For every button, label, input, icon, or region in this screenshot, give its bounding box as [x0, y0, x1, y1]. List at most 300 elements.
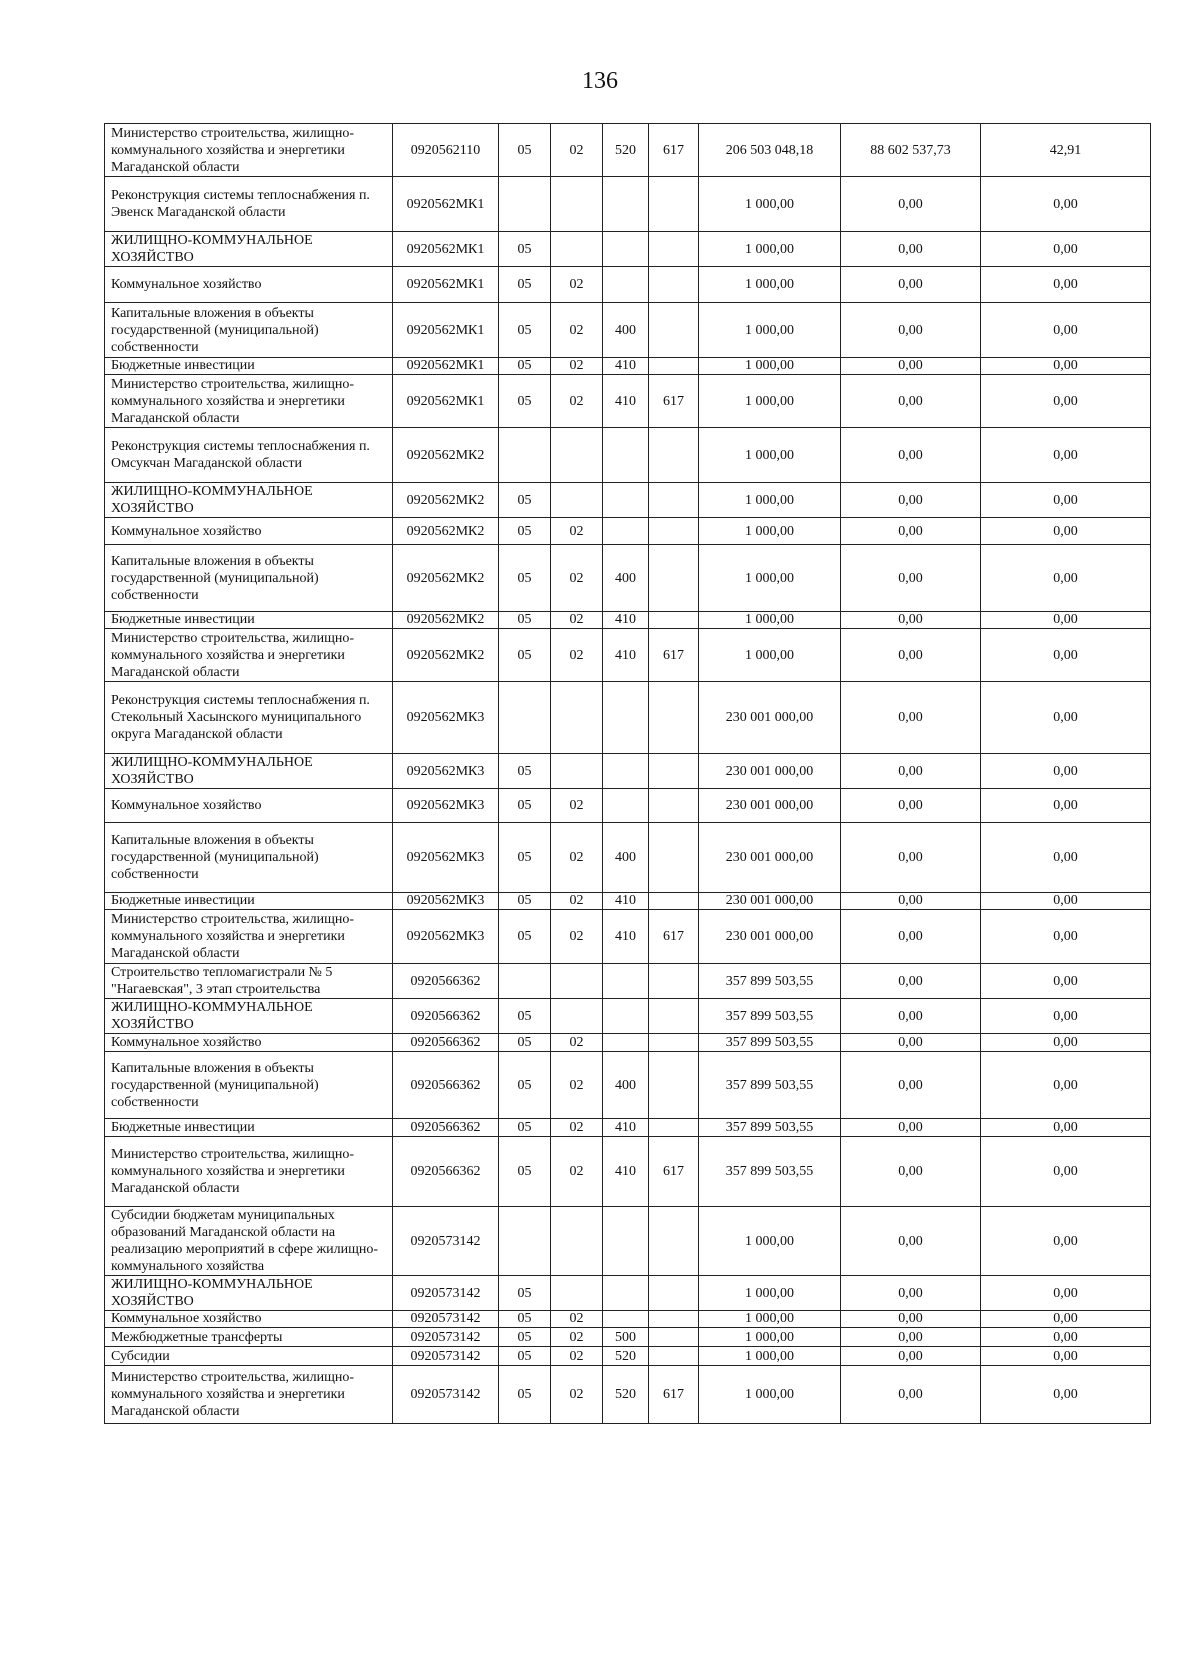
cell-subsection: 02	[551, 124, 603, 177]
table-row	[105, 789, 1151, 823]
cell-subsection: 02	[551, 823, 603, 893]
cell-approved-amount: 1 000,00	[699, 612, 841, 629]
cell-name: Министерство строительства, жилищно-коммунального хозяйства и энергетики Магаданской области	[105, 375, 393, 428]
cell-target-article: 0920573142	[393, 1366, 499, 1424]
cell-execution-percent: 0,00	[981, 232, 1151, 267]
cell-subsection: 02	[551, 358, 603, 375]
cell-administrator	[649, 177, 699, 232]
cell-administrator	[649, 682, 699, 754]
cell-section: 05	[499, 1119, 551, 1137]
cell-target-article: 0920562МК2	[393, 483, 499, 518]
page-number: 136	[582, 68, 618, 94]
cell-approved-amount: 1 000,00	[699, 1207, 841, 1276]
cell-executed-amount: 0,00	[841, 518, 981, 545]
table-row	[105, 629, 1151, 682]
cell-target-article: 0920562МК3	[393, 893, 499, 910]
cell-approved-amount: 230 001 000,00	[699, 682, 841, 754]
cell-subsection: 02	[551, 1366, 603, 1424]
cell-name: Министерство строительства, жилищно-коммунального хозяйства и энергетики Магаданской области	[105, 1366, 393, 1424]
cell-name: Капитальные вложения в объекты государственной (муниципальной) собственности	[105, 303, 393, 358]
cell-administrator: 617	[649, 124, 699, 177]
cell-subsection: 02	[551, 545, 603, 612]
cell-expense-type: 410	[603, 1119, 649, 1137]
cell-subsection: 02	[551, 1034, 603, 1052]
cell-expense-type: 410	[603, 1137, 649, 1207]
cell-administrator	[649, 518, 699, 545]
cell-administrator: 617	[649, 375, 699, 428]
cell-target-article: 0920573142	[393, 1311, 499, 1328]
cell-execution-percent: 0,00	[981, 177, 1151, 232]
cell-execution-percent: 0,00	[981, 1366, 1151, 1424]
cell-execution-percent: 0,00	[981, 303, 1151, 358]
cell-approved-amount: 1 000,00	[699, 483, 841, 518]
cell-execution-percent: 0,00	[981, 629, 1151, 682]
cell-expense-type: 410	[603, 893, 649, 910]
cell-approved-amount: 357 899 503,55	[699, 1137, 841, 1207]
cell-name: Коммунальное хозяйство	[105, 789, 393, 823]
cell-name: Бюджетные инвестиции	[105, 612, 393, 629]
cell-executed-amount: 0,00	[841, 1137, 981, 1207]
cell-target-article: 0920566362	[393, 1119, 499, 1137]
cell-expense-type: 410	[603, 612, 649, 629]
cell-execution-percent: 0,00	[981, 375, 1151, 428]
table-row	[105, 754, 1151, 789]
cell-administrator	[649, 1034, 699, 1052]
cell-execution-percent: 0,00	[981, 1347, 1151, 1366]
cell-approved-amount: 1 000,00	[699, 375, 841, 428]
cell-expense-type	[603, 177, 649, 232]
cell-subsection: 02	[551, 375, 603, 428]
cell-subsection	[551, 964, 603, 999]
table-row	[105, 910, 1151, 964]
cell-execution-percent: 0,00	[981, 682, 1151, 754]
cell-subsection	[551, 232, 603, 267]
cell-expense-type	[603, 232, 649, 267]
cell-target-article: 0920562МК2	[393, 545, 499, 612]
cell-administrator	[649, 964, 699, 999]
cell-target-article: 0920562МК1	[393, 232, 499, 267]
cell-section	[499, 1207, 551, 1276]
cell-target-article: 0920562МК1	[393, 267, 499, 303]
cell-name: Межбюджетные трансферты	[105, 1328, 393, 1347]
cell-administrator	[649, 303, 699, 358]
cell-approved-amount: 1 000,00	[699, 518, 841, 545]
cell-executed-amount: 88 602 537,73	[841, 124, 981, 177]
cell-executed-amount: 0,00	[841, 483, 981, 518]
cell-section: 05	[499, 1347, 551, 1366]
table-row	[105, 545, 1151, 612]
cell-executed-amount: 0,00	[841, 1311, 981, 1328]
cell-expense-type: 400	[603, 545, 649, 612]
cell-target-article: 0920562МК2	[393, 612, 499, 629]
cell-expense-type	[603, 483, 649, 518]
cell-approved-amount: 206 503 048,18	[699, 124, 841, 177]
cell-expense-type: 500	[603, 1328, 649, 1347]
cell-execution-percent: 0,00	[981, 910, 1151, 964]
cell-executed-amount: 0,00	[841, 177, 981, 232]
cell-expense-type	[603, 518, 649, 545]
cell-executed-amount: 0,00	[841, 629, 981, 682]
cell-administrator	[649, 358, 699, 375]
cell-section: 05	[499, 1311, 551, 1328]
cell-name: Субсидии	[105, 1347, 393, 1366]
cell-approved-amount: 357 899 503,55	[699, 1119, 841, 1137]
cell-approved-amount: 230 001 000,00	[699, 910, 841, 964]
cell-execution-percent: 0,00	[981, 964, 1151, 999]
cell-target-article: 0920562МК2	[393, 428, 499, 483]
cell-expense-type: 520	[603, 124, 649, 177]
cell-execution-percent: 42,91	[981, 124, 1151, 177]
cell-expense-type: 520	[603, 1347, 649, 1366]
table-row	[105, 964, 1151, 999]
budget-execution-table	[104, 123, 1151, 1424]
cell-expense-type	[603, 1034, 649, 1052]
cell-target-article: 0920562110	[393, 124, 499, 177]
cell-approved-amount: 1 000,00	[699, 232, 841, 267]
cell-subsection	[551, 428, 603, 483]
cell-subsection: 02	[551, 789, 603, 823]
cell-name: Министерство строительства, жилищно-коммунального хозяйства и энергетики Магаданской области	[105, 629, 393, 682]
cell-executed-amount: 0,00	[841, 1276, 981, 1311]
cell-administrator	[649, 754, 699, 789]
cell-target-article: 0920562МК3	[393, 682, 499, 754]
cell-name: Коммунальное хозяйство	[105, 518, 393, 545]
table-row	[105, 1137, 1151, 1207]
table-row	[105, 1276, 1151, 1311]
cell-name: ЖИЛИЩНО-КОММУНАЛЬНОЕ ХОЗЯЙСТВО	[105, 232, 393, 267]
cell-execution-percent: 0,00	[981, 1207, 1151, 1276]
cell-section: 05	[499, 1052, 551, 1119]
cell-target-article: 0920573142	[393, 1347, 499, 1366]
cell-expense-type	[603, 754, 649, 789]
cell-executed-amount: 0,00	[841, 612, 981, 629]
table-row	[105, 518, 1151, 545]
cell-subsection: 02	[551, 518, 603, 545]
table-row	[105, 1207, 1151, 1276]
cell-name: Строительство тепломагистрали № 5 "Нагаевская", 3 этап строительства	[105, 964, 393, 999]
cell-expense-type	[603, 1276, 649, 1311]
cell-execution-percent: 0,00	[981, 612, 1151, 629]
cell-expense-type: 410	[603, 629, 649, 682]
cell-execution-percent: 0,00	[981, 1137, 1151, 1207]
cell-section: 05	[499, 1366, 551, 1424]
cell-administrator	[649, 1276, 699, 1311]
cell-approved-amount: 357 899 503,55	[699, 1052, 841, 1119]
cell-administrator	[649, 483, 699, 518]
cell-name: Капитальные вложения в объекты государственной (муниципальной) собственности	[105, 545, 393, 612]
cell-target-article: 0920566362	[393, 964, 499, 999]
cell-approved-amount: 1 000,00	[699, 428, 841, 483]
table-row	[105, 1311, 1151, 1328]
cell-administrator: 617	[649, 1366, 699, 1424]
cell-subsection: 02	[551, 267, 603, 303]
cell-approved-amount: 230 001 000,00	[699, 823, 841, 893]
cell-executed-amount: 0,00	[841, 358, 981, 375]
cell-administrator	[649, 545, 699, 612]
cell-section	[499, 428, 551, 483]
cell-target-article: 0920562МК3	[393, 910, 499, 964]
cell-administrator	[649, 428, 699, 483]
cell-administrator	[649, 267, 699, 303]
cell-expense-type	[603, 789, 649, 823]
cell-approved-amount: 1 000,00	[699, 267, 841, 303]
cell-approved-amount: 1 000,00	[699, 177, 841, 232]
cell-expense-type	[603, 964, 649, 999]
cell-executed-amount: 0,00	[841, 1347, 981, 1366]
cell-target-article: 0920562МК3	[393, 823, 499, 893]
cell-section: 05	[499, 754, 551, 789]
cell-name: Коммунальное хозяйство	[105, 1034, 393, 1052]
cell-approved-amount: 357 899 503,55	[699, 1034, 841, 1052]
cell-section: 05	[499, 124, 551, 177]
cell-executed-amount: 0,00	[841, 789, 981, 823]
cell-subsection: 02	[551, 893, 603, 910]
cell-target-article: 0920566362	[393, 1052, 499, 1119]
cell-executed-amount: 0,00	[841, 1052, 981, 1119]
cell-name: Бюджетные инвестиции	[105, 893, 393, 910]
cell-executed-amount: 0,00	[841, 545, 981, 612]
cell-approved-amount: 1 000,00	[699, 1276, 841, 1311]
table-body	[105, 124, 1151, 1424]
cell-section: 05	[499, 483, 551, 518]
table-row	[105, 483, 1151, 518]
cell-approved-amount: 230 001 000,00	[699, 893, 841, 910]
cell-section: 05	[499, 1328, 551, 1347]
cell-name: Капитальные вложения в объекты государственной (муниципальной) собственности	[105, 1052, 393, 1119]
cell-execution-percent: 0,00	[981, 428, 1151, 483]
table-row	[105, 1366, 1151, 1424]
cell-execution-percent: 0,00	[981, 789, 1151, 823]
cell-administrator	[649, 1119, 699, 1137]
cell-target-article: 0920573142	[393, 1328, 499, 1347]
cell-subsection: 02	[551, 1137, 603, 1207]
table-row	[105, 893, 1151, 910]
cell-subsection: 02	[551, 1052, 603, 1119]
cell-target-article: 0920566362	[393, 999, 499, 1034]
cell-section: 05	[499, 910, 551, 964]
cell-section: 05	[499, 267, 551, 303]
cell-target-article: 0920562МК3	[393, 754, 499, 789]
cell-expense-type: 520	[603, 1366, 649, 1424]
cell-subsection: 02	[551, 1328, 603, 1347]
cell-name: ЖИЛИЩНО-КОММУНАЛЬНОЕ ХОЗЯЙСТВО	[105, 1276, 393, 1311]
cell-subsection: 02	[551, 1119, 603, 1137]
cell-section: 05	[499, 1276, 551, 1311]
cell-executed-amount: 0,00	[841, 754, 981, 789]
cell-target-article: 0920566362	[393, 1034, 499, 1052]
cell-name: Министерство строительства, жилищно-коммунального хозяйства и энергетики Магаданской области	[105, 124, 393, 177]
cell-expense-type	[603, 682, 649, 754]
cell-subsection	[551, 1207, 603, 1276]
cell-expense-type	[603, 1207, 649, 1276]
cell-section: 05	[499, 518, 551, 545]
table-row	[105, 682, 1151, 754]
cell-administrator	[649, 823, 699, 893]
cell-executed-amount: 0,00	[841, 1034, 981, 1052]
cell-executed-amount: 0,00	[841, 375, 981, 428]
table-row	[105, 124, 1151, 177]
cell-approved-amount: 230 001 000,00	[699, 754, 841, 789]
cell-subsection: 02	[551, 629, 603, 682]
cell-administrator	[649, 893, 699, 910]
table-row	[105, 267, 1151, 303]
cell-expense-type	[603, 267, 649, 303]
cell-executed-amount: 0,00	[841, 910, 981, 964]
cell-subsection: 02	[551, 1347, 603, 1366]
cell-executed-amount: 0,00	[841, 303, 981, 358]
table-row	[105, 303, 1151, 358]
cell-executed-amount: 0,00	[841, 428, 981, 483]
cell-subsection	[551, 999, 603, 1034]
cell-expense-type	[603, 1311, 649, 1328]
cell-execution-percent: 0,00	[981, 893, 1151, 910]
table-row	[105, 999, 1151, 1034]
cell-approved-amount: 1 000,00	[699, 1366, 841, 1424]
cell-execution-percent: 0,00	[981, 754, 1151, 789]
cell-execution-percent: 0,00	[981, 483, 1151, 518]
cell-target-article: 0920562МК3	[393, 789, 499, 823]
cell-expense-type	[603, 428, 649, 483]
cell-execution-percent: 0,00	[981, 1034, 1151, 1052]
cell-approved-amount: 357 899 503,55	[699, 999, 841, 1034]
cell-approved-amount: 1 000,00	[699, 629, 841, 682]
cell-target-article: 0920573142	[393, 1207, 499, 1276]
cell-administrator	[649, 1347, 699, 1366]
cell-name: Реконструкция системы теплоснабжения п. Стекольный Хасынского муниципального округа Магаданской области	[105, 682, 393, 754]
cell-name: Коммунальное хозяйство	[105, 1311, 393, 1328]
cell-target-article: 0920562МК2	[393, 518, 499, 545]
cell-section: 05	[499, 823, 551, 893]
cell-section: 05	[499, 358, 551, 375]
cell-name: Министерство строительства, жилищно-коммунального хозяйства и энергетики Магаданской области	[105, 910, 393, 964]
cell-approved-amount: 1 000,00	[699, 303, 841, 358]
cell-approved-amount: 1 000,00	[699, 1311, 841, 1328]
cell-executed-amount: 0,00	[841, 1119, 981, 1137]
cell-name: Капитальные вложения в объекты государственной (муниципальной) собственности	[105, 823, 393, 893]
cell-section: 05	[499, 893, 551, 910]
cell-administrator: 617	[649, 629, 699, 682]
cell-executed-amount: 0,00	[841, 232, 981, 267]
cell-section: 05	[499, 629, 551, 682]
cell-section: 05	[499, 789, 551, 823]
table-row	[105, 1328, 1151, 1347]
cell-target-article: 0920566362	[393, 1137, 499, 1207]
cell-expense-type: 400	[603, 303, 649, 358]
table-row	[105, 1119, 1151, 1137]
cell-expense-type	[603, 999, 649, 1034]
cell-expense-type: 410	[603, 910, 649, 964]
cell-target-article: 0920562МК1	[393, 358, 499, 375]
table-row	[105, 1034, 1151, 1052]
cell-subsection	[551, 682, 603, 754]
cell-approved-amount: 230 001 000,00	[699, 789, 841, 823]
cell-section: 05	[499, 612, 551, 629]
cell-approved-amount: 357 899 503,55	[699, 964, 841, 999]
cell-name: Реконструкция системы теплоснабжения п. Омсукчан Магаданской области	[105, 428, 393, 483]
cell-execution-percent: 0,00	[981, 545, 1151, 612]
table-row	[105, 428, 1151, 483]
table-row	[105, 177, 1151, 232]
cell-target-article: 0920562МК1	[393, 177, 499, 232]
cell-administrator	[649, 789, 699, 823]
cell-expense-type: 400	[603, 823, 649, 893]
cell-section: 05	[499, 545, 551, 612]
cell-execution-percent: 0,00	[981, 358, 1151, 375]
cell-administrator	[649, 1052, 699, 1119]
cell-section	[499, 177, 551, 232]
cell-administrator	[649, 1311, 699, 1328]
cell-section: 05	[499, 303, 551, 358]
cell-administrator	[649, 232, 699, 267]
cell-name: Реконструкция системы теплоснабжения п. Эвенск Магаданской области	[105, 177, 393, 232]
cell-executed-amount: 0,00	[841, 893, 981, 910]
cell-name: Субсидии бюджетам муниципальных образований Магаданской области на реализацию мероприятий в сфере жилищно-коммунального хозяйства	[105, 1207, 393, 1276]
cell-subsection	[551, 1276, 603, 1311]
cell-administrator	[649, 1207, 699, 1276]
cell-execution-percent: 0,00	[981, 1119, 1151, 1137]
cell-target-article: 0920562МК2	[393, 629, 499, 682]
cell-executed-amount: 0,00	[841, 1328, 981, 1347]
table-row	[105, 232, 1151, 267]
cell-target-article: 0920562МК1	[393, 303, 499, 358]
cell-section	[499, 682, 551, 754]
cell-target-article: 0920562МК1	[393, 375, 499, 428]
table-row	[105, 823, 1151, 893]
cell-execution-percent: 0,00	[981, 1328, 1151, 1347]
cell-section: 05	[499, 1137, 551, 1207]
cell-executed-amount: 0,00	[841, 1207, 981, 1276]
cell-subsection: 02	[551, 303, 603, 358]
cell-execution-percent: 0,00	[981, 1276, 1151, 1311]
cell-expense-type: 410	[603, 375, 649, 428]
table-row	[105, 358, 1151, 375]
cell-executed-amount: 0,00	[841, 999, 981, 1034]
cell-approved-amount: 1 000,00	[699, 1347, 841, 1366]
cell-subsection: 02	[551, 612, 603, 629]
cell-approved-amount: 1 000,00	[699, 545, 841, 612]
cell-subsection	[551, 483, 603, 518]
cell-approved-amount: 1 000,00	[699, 1328, 841, 1347]
cell-administrator: 617	[649, 910, 699, 964]
cell-execution-percent: 0,00	[981, 267, 1151, 303]
cell-administrator	[649, 1328, 699, 1347]
cell-executed-amount: 0,00	[841, 682, 981, 754]
cell-section: 05	[499, 999, 551, 1034]
cell-execution-percent: 0,00	[981, 1311, 1151, 1328]
cell-executed-amount: 0,00	[841, 964, 981, 999]
cell-section: 05	[499, 232, 551, 267]
cell-execution-percent: 0,00	[981, 518, 1151, 545]
cell-section	[499, 964, 551, 999]
cell-expense-type: 410	[603, 358, 649, 375]
table-row	[105, 612, 1151, 629]
table-row	[105, 375, 1151, 428]
cell-subsection: 02	[551, 1311, 603, 1328]
cell-subsection: 02	[551, 910, 603, 964]
cell-target-article: 0920573142	[393, 1276, 499, 1311]
cell-name: ЖИЛИЩНО-КОММУНАЛЬНОЕ ХОЗЯЙСТВО	[105, 999, 393, 1034]
cell-name: Министерство строительства, жилищно-коммунального хозяйства и энергетики Магаданской области	[105, 1137, 393, 1207]
cell-administrator	[649, 999, 699, 1034]
cell-executed-amount: 0,00	[841, 1366, 981, 1424]
cell-subsection	[551, 754, 603, 789]
table-row	[105, 1347, 1151, 1366]
cell-administrator: 617	[649, 1137, 699, 1207]
cell-administrator	[649, 612, 699, 629]
cell-expense-type: 400	[603, 1052, 649, 1119]
cell-name: ЖИЛИЩНО-КОММУНАЛЬНОЕ ХОЗЯЙСТВО	[105, 483, 393, 518]
cell-executed-amount: 0,00	[841, 823, 981, 893]
